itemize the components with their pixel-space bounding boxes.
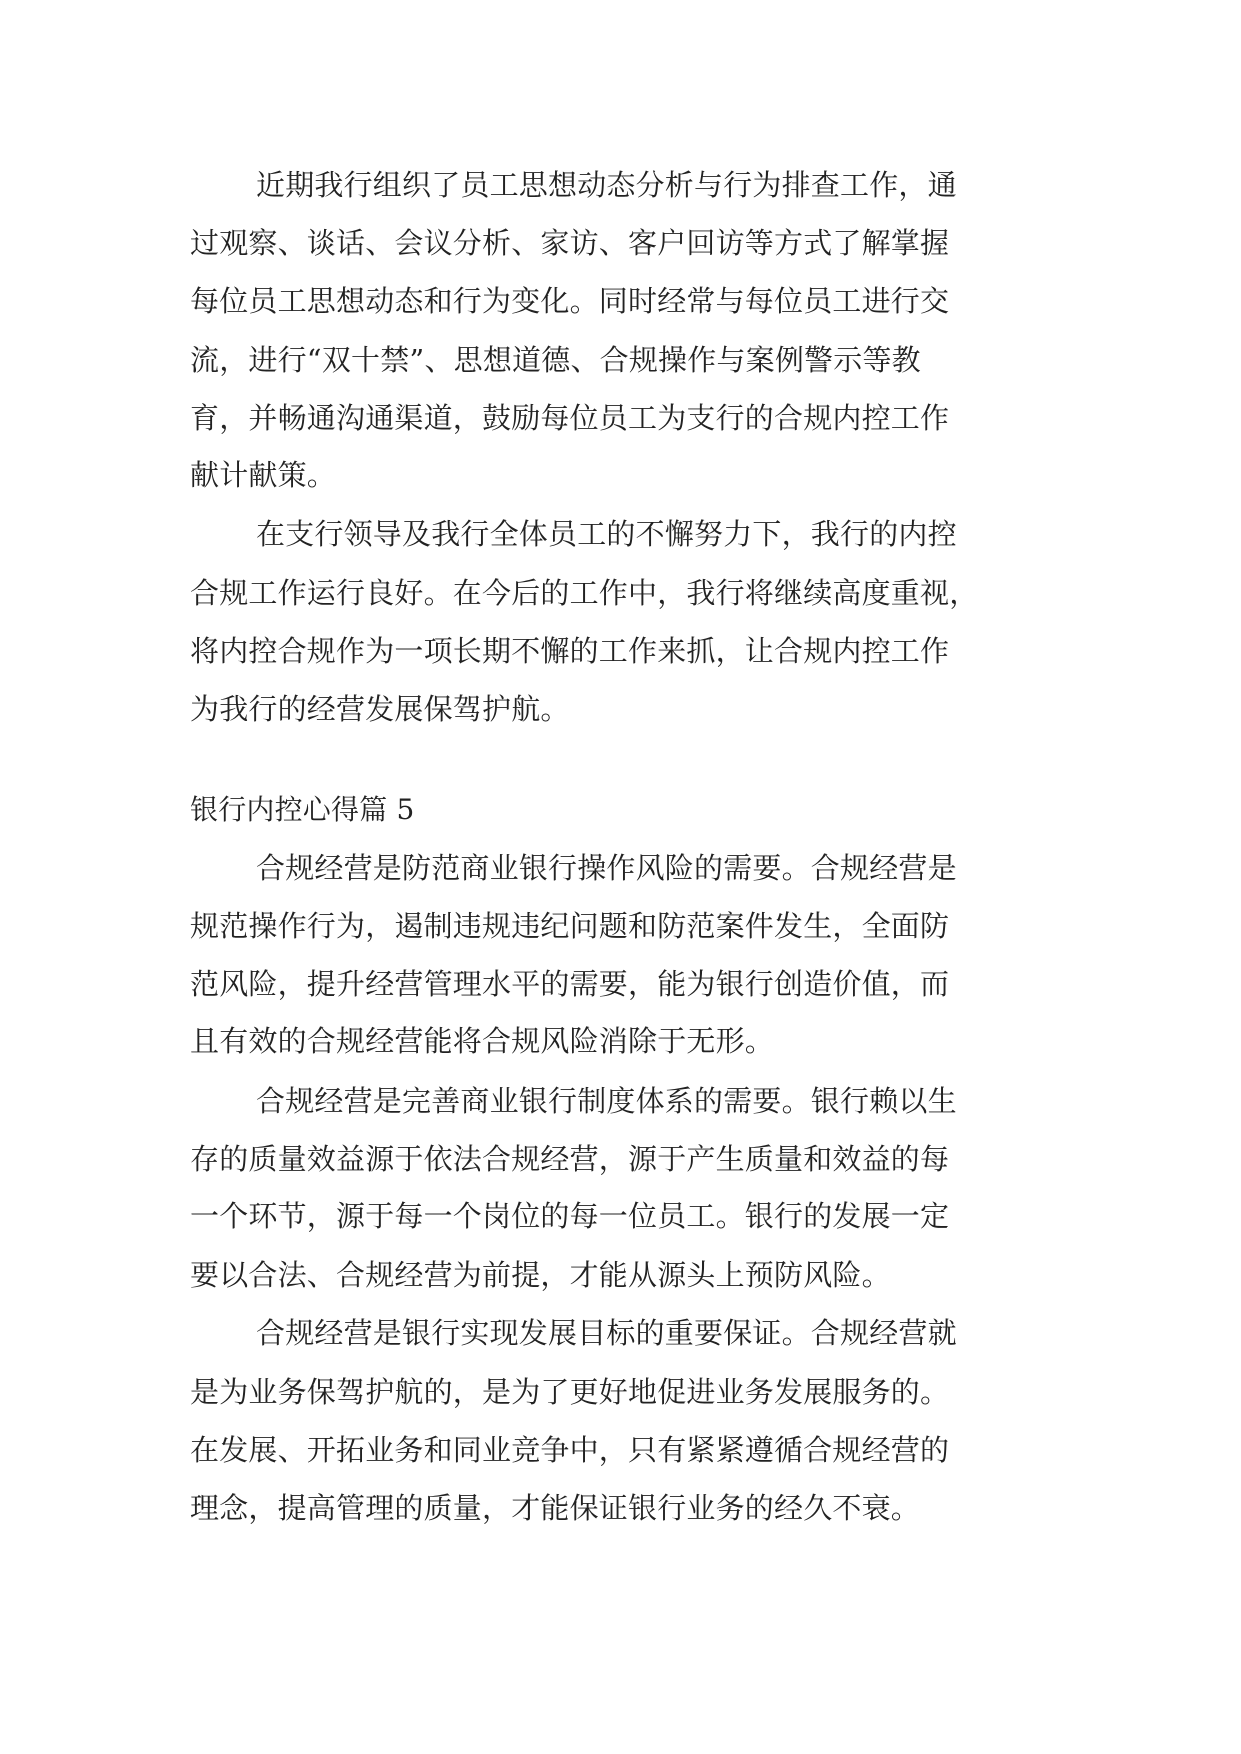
paragraph-line: 合规经营是银行实现发展目标的重要保证。合规经营就 [256, 1316, 957, 1350]
paragraph-line: 范风险，提升经营管理水平的需要，能为银行创造价值，而 [190, 967, 950, 1001]
paragraph-line: 要以合法、合规经营为前提，才能从源头上预防风险。 [190, 1258, 891, 1292]
paragraph-line: 近期我行组织了员工思想动态分析与行为排查工作，通 [256, 168, 957, 202]
paragraph-line: 将内控合规作为一项长期不懈的工作来抓，让合规内控工作 [190, 634, 950, 668]
paragraph-line: 为我行的经营发展保驾护航。 [190, 692, 570, 726]
paragraph-line: 过观察、谈话、会议分析、家访、客户回访等方式了解掌握 [190, 226, 950, 260]
paragraph-line: 在发展、开拓业务和同业竞争中，只有紧紧遵循合规经营的 [190, 1433, 950, 1467]
paragraph-line: 合规工作运行良好。在今后的工作中，我行将继续高度重视， [190, 576, 979, 610]
paragraph-line: 规范操作行为，遏制违规违纪问题和防范案件发生，全面防 [190, 909, 950, 943]
section-heading: 银行内控心得篇 5 [190, 793, 415, 826]
document-body [190, 0, 1060, 1754]
paragraph-line: 育，并畅通沟通渠道，鼓励每位员工为支行的合规内控工作 [190, 401, 950, 435]
paragraph-line: 合规经营是完善商业银行制度体系的需要。银行赖以生 [256, 1084, 957, 1118]
paragraph-line: 合规经营是防范商业银行操作风险的需要。合规经营是 [256, 851, 957, 885]
paragraph-line: 一个环节，源于每一个岗位的每一位员工。银行的发展一定 [190, 1199, 950, 1233]
paragraph-line: 献计献策。 [190, 458, 337, 492]
paragraph-line: 每位员工思想动态和行为变化。同时经常与每位员工进行交 [190, 284, 950, 318]
paragraph-line: 在支行领导及我行全体员工的不懈努力下，我行的内控 [256, 517, 957, 551]
paragraph-line: 存的质量效益源于依法合规经营，源于产生质量和效益的每 [190, 1142, 950, 1176]
paragraph-line: 理念，提高管理的质量，才能保证银行业务的经久不衰。 [190, 1491, 921, 1525]
paragraph-line: 且有效的合规经营能将合规风险消除于无形。 [190, 1024, 775, 1058]
paragraph-line: 流，进行“双十禁”、思想道德、合规操作与案例警示等教 [190, 343, 921, 377]
paragraph-line: 是为业务保驾护航的，是为了更好地促进业务发展服务的。 [190, 1375, 950, 1409]
